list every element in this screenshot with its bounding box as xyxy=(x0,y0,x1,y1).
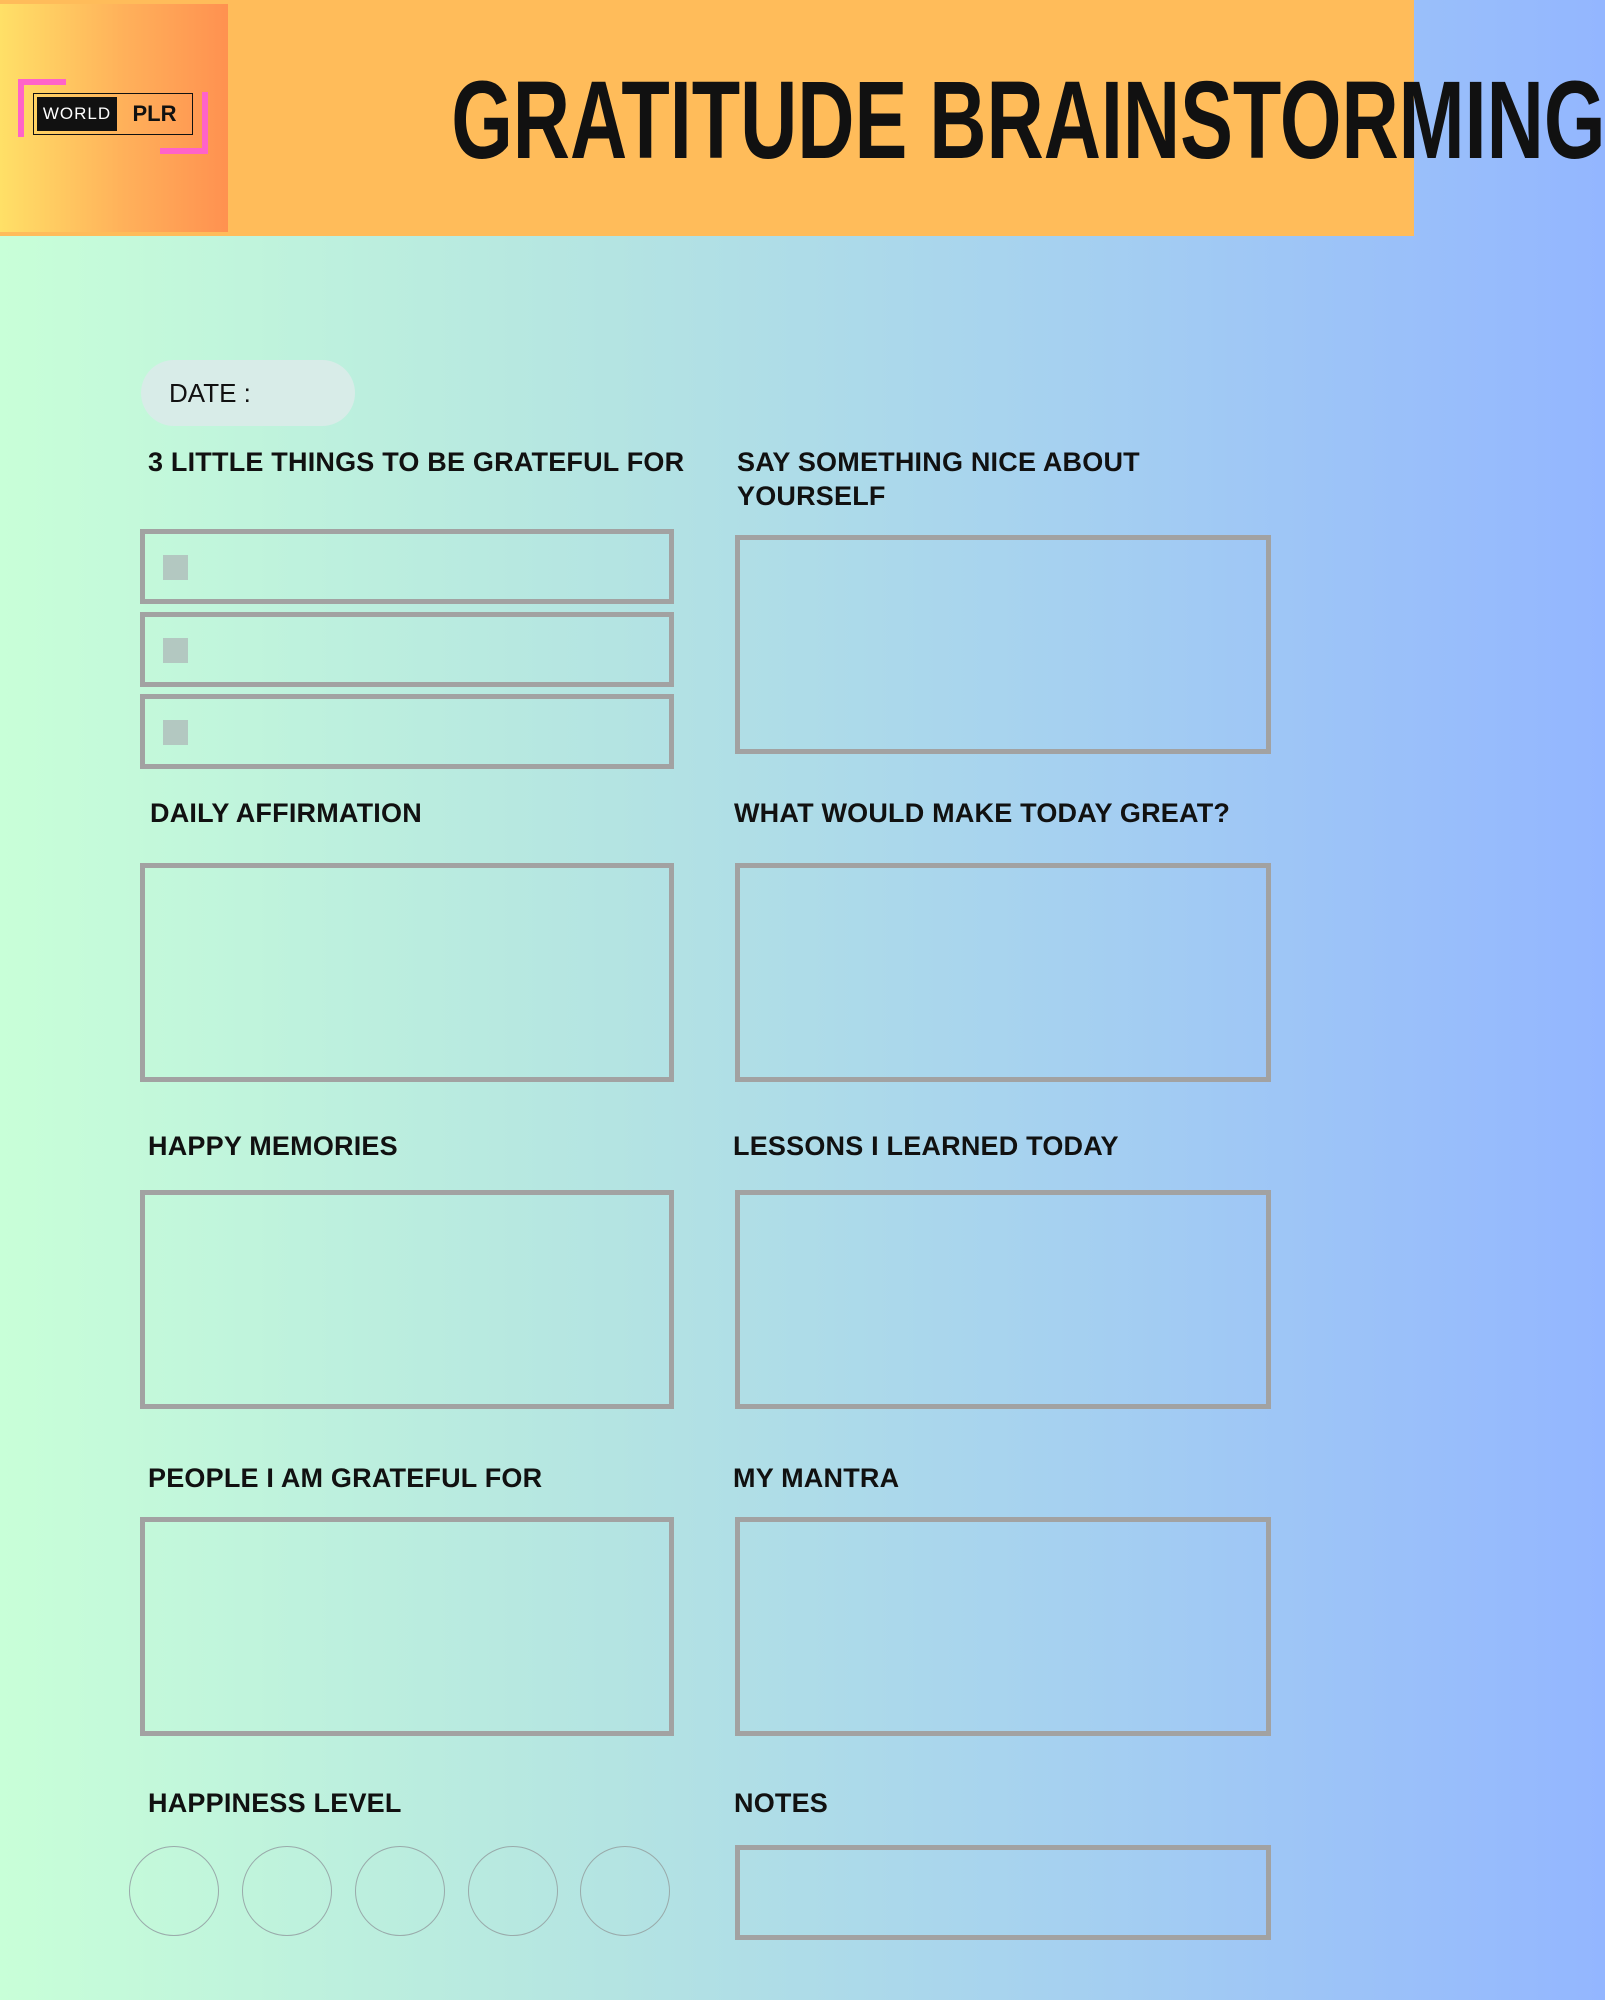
happiness-circle-2[interactable] xyxy=(242,1846,332,1936)
grateful-item-1[interactable] xyxy=(140,529,674,604)
mantra-box[interactable] xyxy=(735,1517,1271,1736)
make-today-great-box[interactable] xyxy=(735,863,1271,1082)
label-people: PEOPLE I AM GRATEFUL FOR xyxy=(148,1463,543,1493)
logo-wordmark xyxy=(33,93,193,135)
happiness-circle-1[interactable] xyxy=(129,1846,219,1936)
header-banner xyxy=(0,0,1605,236)
people-box[interactable] xyxy=(140,1517,674,1736)
checkbox-icon[interactable] xyxy=(163,555,188,580)
label-happy-memories: HAPPY MEMORIES xyxy=(148,1131,398,1161)
logo-word-world: WORLD xyxy=(37,97,117,131)
logo-word-plr: PLR xyxy=(132,101,177,126)
date-field[interactable] xyxy=(141,360,355,426)
label-happiness: HAPPINESS LEVEL xyxy=(148,1788,402,1818)
label-mantra: MY MANTRA xyxy=(733,1463,900,1493)
label-lessons: LESSONS I LEARNED TODAY xyxy=(733,1131,1119,1161)
label-make-today-great: WHAT WOULD MAKE TODAY GREAT? xyxy=(734,798,1231,828)
checkbox-icon[interactable] xyxy=(163,720,188,745)
grateful-item-3[interactable] xyxy=(140,694,674,769)
happiness-circle-4[interactable] xyxy=(468,1846,558,1936)
happy-memories-box[interactable] xyxy=(140,1190,674,1409)
lessons-box[interactable] xyxy=(735,1190,1271,1409)
grateful-item-2[interactable] xyxy=(140,612,674,687)
say-nice-box[interactable] xyxy=(735,535,1271,754)
label-say-nice: SAY SOMETHING NICE ABOUT YOURSELF xyxy=(737,447,1140,511)
checkbox-icon[interactable] xyxy=(163,638,188,663)
label-little-things: 3 LITTLE THINGS TO BE GRATEFUL FOR xyxy=(148,447,685,477)
date-label: DATE : xyxy=(169,377,251,408)
happiness-circle-3[interactable] xyxy=(355,1846,445,1936)
daily-affirmation-box[interactable] xyxy=(140,863,674,1082)
label-notes: NOTES xyxy=(734,1788,829,1818)
notes-box[interactable] xyxy=(735,1845,1271,1940)
happiness-circle-5[interactable] xyxy=(580,1846,670,1936)
logo xyxy=(0,4,228,232)
page-title: GRATITUDE BRAINSTORMING xyxy=(451,59,1605,182)
label-daily-affirmation: DAILY AFFIRMATION xyxy=(150,798,422,828)
